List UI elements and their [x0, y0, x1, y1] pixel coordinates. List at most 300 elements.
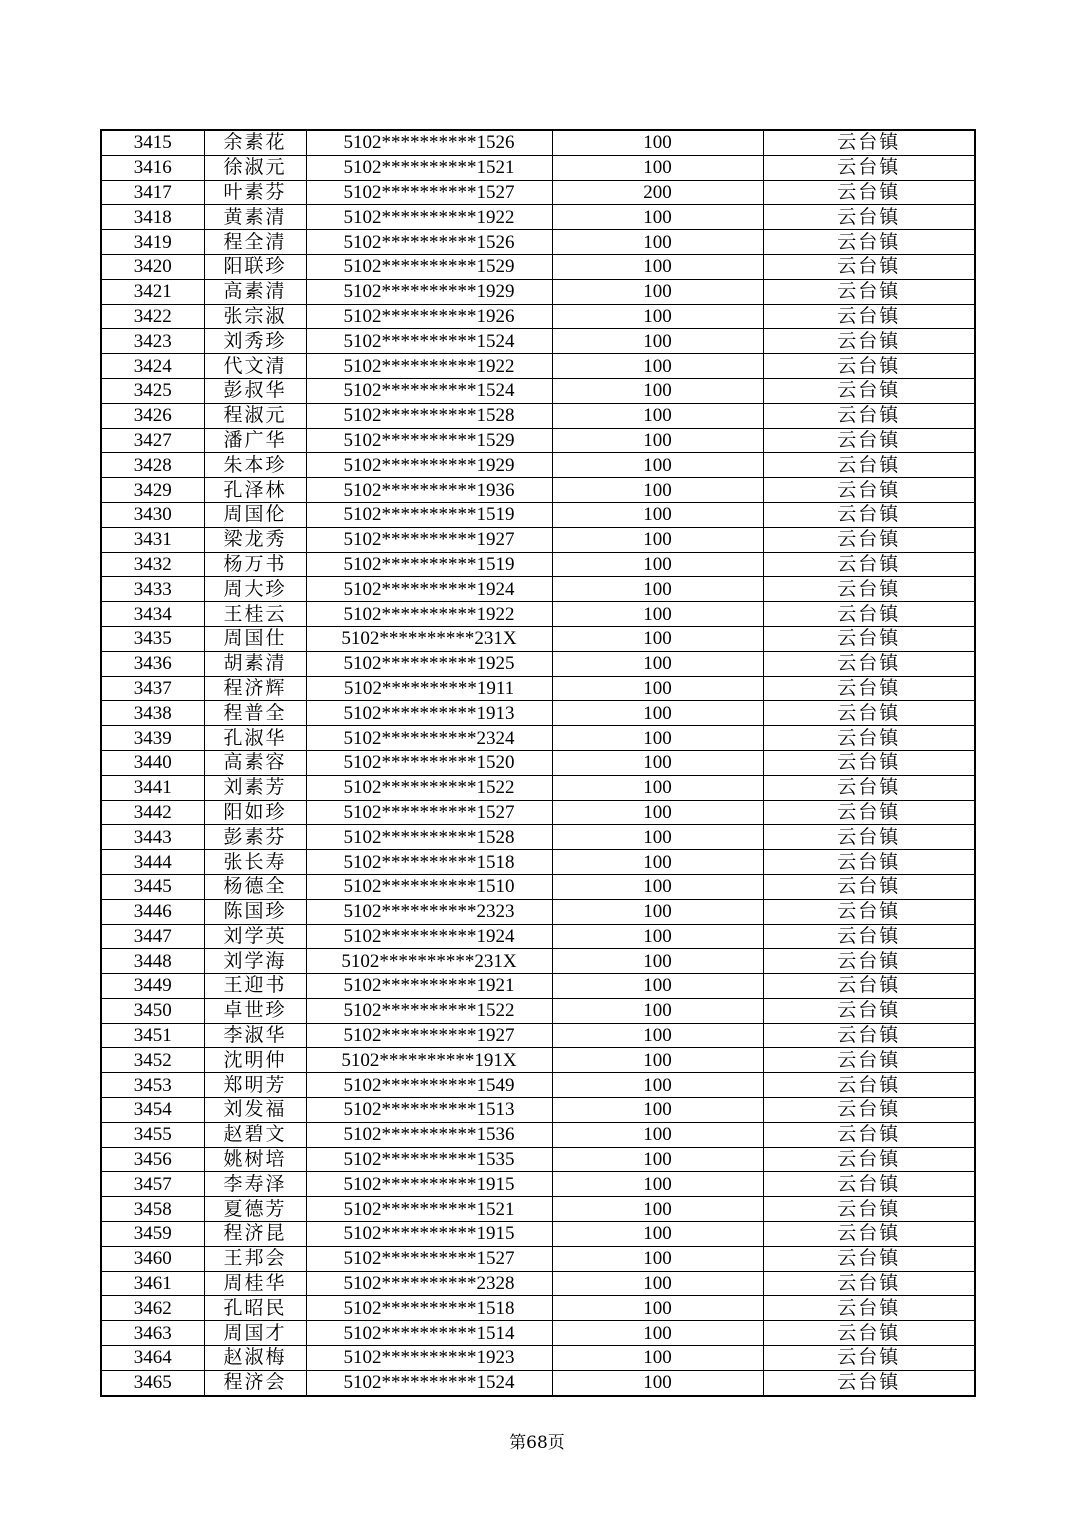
- serial-number-cell: 3416: [101, 155, 204, 180]
- id-number-cell: 5102**********2323: [306, 899, 552, 924]
- name-cell: 沈明仲: [204, 1048, 306, 1073]
- name-cell: 赵碧文: [204, 1122, 306, 1147]
- table-row: [101, 1197, 975, 1222]
- town-cell: 云台镇: [763, 230, 975, 255]
- table-row: [101, 453, 975, 478]
- amount-cell: 100: [552, 1346, 763, 1371]
- id-number-cell: 5102**********1915: [306, 1222, 552, 1247]
- amount-cell: 100: [552, 155, 763, 180]
- amount-cell: 100: [552, 428, 763, 453]
- town-cell: 云台镇: [763, 155, 975, 180]
- id-number-cell: 5102**********1513: [306, 1098, 552, 1123]
- amount-cell: 100: [552, 1048, 763, 1073]
- name-cell: 余素花: [204, 130, 306, 155]
- serial-number-cell: 3453: [101, 1073, 204, 1098]
- id-number-cell: 5102**********1911: [306, 676, 552, 701]
- id-number-cell: 5102**********1929: [306, 453, 552, 478]
- amount-cell: 100: [552, 1023, 763, 1048]
- id-number-cell: 5102**********1527: [306, 1246, 552, 1271]
- town-cell: 云台镇: [763, 130, 975, 155]
- name-cell: 张宗淑: [204, 304, 306, 329]
- id-number-cell: 5102**********1924: [306, 577, 552, 602]
- table-row: [101, 205, 975, 230]
- town-cell: 云台镇: [763, 949, 975, 974]
- table-row: [101, 329, 975, 354]
- town-cell: 云台镇: [763, 1023, 975, 1048]
- name-cell: 程济辉: [204, 676, 306, 701]
- name-cell: 王桂云: [204, 602, 306, 627]
- id-number-cell: 5102**********1527: [306, 800, 552, 825]
- serial-number-cell: 3415: [101, 130, 204, 155]
- town-cell: 云台镇: [763, 750, 975, 775]
- serial-number-cell: 3463: [101, 1321, 204, 1346]
- table-row: [101, 279, 975, 304]
- table-row: [101, 378, 975, 403]
- amount-cell: 100: [552, 453, 763, 478]
- town-cell: 云台镇: [763, 428, 975, 453]
- id-number-cell: 5102**********1926: [306, 304, 552, 329]
- id-number-cell: 5102**********1922: [306, 205, 552, 230]
- amount-cell: 100: [552, 205, 763, 230]
- town-cell: 云台镇: [763, 1370, 975, 1395]
- town-cell: 云台镇: [763, 899, 975, 924]
- town-cell: 云台镇: [763, 924, 975, 949]
- table-row: [101, 651, 975, 676]
- serial-number-cell: 3430: [101, 502, 204, 527]
- serial-number-cell: 3460: [101, 1246, 204, 1271]
- name-cell: 刘秀珍: [204, 329, 306, 354]
- town-cell: 云台镇: [763, 180, 975, 205]
- name-cell: 黄素清: [204, 205, 306, 230]
- amount-cell: 100: [552, 1122, 763, 1147]
- town-cell: 云台镇: [763, 1321, 975, 1346]
- town-cell: 云台镇: [763, 254, 975, 279]
- id-number-cell: 5102**********1524: [306, 1370, 552, 1395]
- amount-cell: 100: [552, 651, 763, 676]
- table-row: [101, 502, 975, 527]
- id-number-cell: 5102**********1521: [306, 155, 552, 180]
- name-cell: 姚树培: [204, 1147, 306, 1172]
- name-cell: 杨万书: [204, 552, 306, 577]
- amount-cell: 100: [552, 1172, 763, 1197]
- id-number-cell: 5102**********231X: [306, 949, 552, 974]
- town-cell: 云台镇: [763, 1271, 975, 1296]
- town-cell: 云台镇: [763, 279, 975, 304]
- town-cell: 云台镇: [763, 825, 975, 850]
- amount-cell: 100: [552, 502, 763, 527]
- serial-number-cell: 3434: [101, 602, 204, 627]
- amount-cell: 100: [552, 1246, 763, 1271]
- amount-cell: 100: [552, 924, 763, 949]
- name-cell: 刘素芳: [204, 775, 306, 800]
- amount-cell: 100: [552, 230, 763, 255]
- name-cell: 周国仕: [204, 626, 306, 651]
- table-row: [101, 998, 975, 1023]
- amount-cell: 100: [552, 800, 763, 825]
- table-row: [101, 874, 975, 899]
- serial-number-cell: 3442: [101, 800, 204, 825]
- name-cell: 彭素芬: [204, 825, 306, 850]
- amount-cell: 100: [552, 899, 763, 924]
- serial-number-cell: 3440: [101, 750, 204, 775]
- table-row: [101, 676, 975, 701]
- serial-number-cell: 3418: [101, 205, 204, 230]
- serial-number-cell: 3426: [101, 403, 204, 428]
- serial-number-cell: 3450: [101, 998, 204, 1023]
- table-row: [101, 230, 975, 255]
- serial-number-cell: 3452: [101, 1048, 204, 1073]
- table-row: [101, 254, 975, 279]
- serial-number-cell: 3433: [101, 577, 204, 602]
- table-row: [101, 626, 975, 651]
- name-cell: 程济昆: [204, 1222, 306, 1247]
- amount-cell: 100: [552, 130, 763, 155]
- amount-cell: 200: [552, 180, 763, 205]
- name-cell: 程普全: [204, 701, 306, 726]
- name-cell: 王邦会: [204, 1246, 306, 1271]
- serial-number-cell: 3451: [101, 1023, 204, 1048]
- serial-number-cell: 3423: [101, 329, 204, 354]
- name-cell: 孔淑华: [204, 726, 306, 751]
- table-row: [101, 825, 975, 850]
- id-number-cell: 5102**********1536: [306, 1122, 552, 1147]
- serial-number-cell: 3444: [101, 850, 204, 875]
- town-cell: 云台镇: [763, 304, 975, 329]
- town-cell: 云台镇: [763, 453, 975, 478]
- amount-cell: 100: [552, 304, 763, 329]
- name-cell: 郑明芳: [204, 1073, 306, 1098]
- town-cell: 云台镇: [763, 701, 975, 726]
- serial-number-cell: 3424: [101, 354, 204, 379]
- table-row: [101, 949, 975, 974]
- serial-number-cell: 3420: [101, 254, 204, 279]
- name-cell: 杨德全: [204, 874, 306, 899]
- table-row: [101, 1098, 975, 1123]
- table-row: [101, 428, 975, 453]
- amount-cell: 100: [552, 329, 763, 354]
- serial-number-cell: 3462: [101, 1296, 204, 1321]
- table-row: [101, 1346, 975, 1371]
- serial-number-cell: 3454: [101, 1098, 204, 1123]
- amount-cell: 100: [552, 378, 763, 403]
- name-cell: 孔泽林: [204, 478, 306, 503]
- table-row: [101, 924, 975, 949]
- table-row: [101, 354, 975, 379]
- serial-number-cell: 3429: [101, 478, 204, 503]
- serial-number-cell: 3461: [101, 1271, 204, 1296]
- table-row: [101, 1172, 975, 1197]
- name-cell: 潘广华: [204, 428, 306, 453]
- table-row: [101, 403, 975, 428]
- id-number-cell: 5102**********231X: [306, 626, 552, 651]
- table-row: [101, 899, 975, 924]
- serial-number-cell: 3447: [101, 924, 204, 949]
- table-row: [101, 1048, 975, 1073]
- amount-cell: 100: [552, 577, 763, 602]
- table-row: [101, 155, 975, 180]
- serial-number-cell: 3422: [101, 304, 204, 329]
- serial-number-cell: 3459: [101, 1222, 204, 1247]
- records-table-body: [101, 130, 975, 1396]
- town-cell: 云台镇: [763, 1172, 975, 1197]
- serial-number-cell: 3419: [101, 230, 204, 255]
- id-number-cell: 5102**********2328: [306, 1271, 552, 1296]
- id-number-cell: 5102**********1549: [306, 1073, 552, 1098]
- name-cell: 阳如珍: [204, 800, 306, 825]
- table-row: [101, 1147, 975, 1172]
- serial-number-cell: 3445: [101, 874, 204, 899]
- town-cell: 云台镇: [763, 800, 975, 825]
- page-number: 第68页: [509, 1433, 565, 1453]
- table-row: [101, 577, 975, 602]
- id-number-cell: 5102**********1529: [306, 428, 552, 453]
- table-row: [101, 304, 975, 329]
- serial-number-cell: 3464: [101, 1346, 204, 1371]
- serial-number-cell: 3417: [101, 180, 204, 205]
- serial-number-cell: 3448: [101, 949, 204, 974]
- name-cell: 李寿泽: [204, 1172, 306, 1197]
- name-cell: 胡素清: [204, 651, 306, 676]
- town-cell: 云台镇: [763, 502, 975, 527]
- name-cell: 刘发福: [204, 1098, 306, 1123]
- town-cell: 云台镇: [763, 602, 975, 627]
- id-number-cell: 5102**********1924: [306, 924, 552, 949]
- amount-cell: 100: [552, 1321, 763, 1346]
- name-cell: 刘学海: [204, 949, 306, 974]
- table-row: [101, 1222, 975, 1247]
- town-cell: 云台镇: [763, 726, 975, 751]
- amount-cell: 100: [552, 1370, 763, 1395]
- id-number-cell: 5102**********1524: [306, 378, 552, 403]
- serial-number-cell: 3441: [101, 775, 204, 800]
- amount-cell: 100: [552, 1197, 763, 1222]
- town-cell: 云台镇: [763, 775, 975, 800]
- id-number-cell: 5102**********1528: [306, 825, 552, 850]
- name-cell: 夏德芳: [204, 1197, 306, 1222]
- serial-number-cell: 3437: [101, 676, 204, 701]
- name-cell: 程淑元: [204, 403, 306, 428]
- town-cell: 云台镇: [763, 1098, 975, 1123]
- id-number-cell: 5102**********1518: [306, 850, 552, 875]
- town-cell: 云台镇: [763, 552, 975, 577]
- table-row: [101, 1271, 975, 1296]
- amount-cell: 100: [552, 726, 763, 751]
- serial-number-cell: 3438: [101, 701, 204, 726]
- town-cell: 云台镇: [763, 1222, 975, 1247]
- name-cell: 周国伦: [204, 502, 306, 527]
- name-cell: 刘学英: [204, 924, 306, 949]
- amount-cell: 100: [552, 701, 763, 726]
- id-number-cell: 5102**********2324: [306, 726, 552, 751]
- name-cell: 高素容: [204, 750, 306, 775]
- town-cell: 云台镇: [763, 626, 975, 651]
- id-number-cell: 5102**********1929: [306, 279, 552, 304]
- amount-cell: 100: [552, 254, 763, 279]
- table-row: [101, 527, 975, 552]
- serial-number-cell: 3458: [101, 1197, 204, 1222]
- id-number-cell: 5102**********1936: [306, 478, 552, 503]
- id-number-cell: 5102**********1535: [306, 1147, 552, 1172]
- serial-number-cell: 3425: [101, 378, 204, 403]
- table-row: [101, 1246, 975, 1271]
- id-number-cell: 5102**********1518: [306, 1296, 552, 1321]
- serial-number-cell: 3443: [101, 825, 204, 850]
- table-row: [101, 726, 975, 751]
- id-number-cell: 5102**********1510: [306, 874, 552, 899]
- amount-cell: 100: [552, 850, 763, 875]
- name-cell: 周国才: [204, 1321, 306, 1346]
- amount-cell: 100: [552, 974, 763, 999]
- name-cell: 卓世珍: [204, 998, 306, 1023]
- id-number-cell: 5102**********1915: [306, 1172, 552, 1197]
- town-cell: 云台镇: [763, 1122, 975, 1147]
- name-cell: 阳联珍: [204, 254, 306, 279]
- id-number-cell: 5102**********1521: [306, 1197, 552, 1222]
- town-cell: 云台镇: [763, 1296, 975, 1321]
- id-number-cell: 5102**********1526: [306, 130, 552, 155]
- amount-cell: 100: [552, 354, 763, 379]
- id-number-cell: 5102**********1922: [306, 602, 552, 627]
- table-row: [101, 1023, 975, 1048]
- town-cell: 云台镇: [763, 577, 975, 602]
- town-cell: 云台镇: [763, 1048, 975, 1073]
- id-number-cell: 5102**********1527: [306, 180, 552, 205]
- town-cell: 云台镇: [763, 403, 975, 428]
- town-cell: 云台镇: [763, 1246, 975, 1271]
- town-cell: 云台镇: [763, 329, 975, 354]
- id-number-cell: 5102**********1526: [306, 230, 552, 255]
- town-cell: 云台镇: [763, 354, 975, 379]
- town-cell: 云台镇: [763, 1073, 975, 1098]
- name-cell: 叶素芬: [204, 180, 306, 205]
- serial-number-cell: 3428: [101, 453, 204, 478]
- name-cell: 徐淑元: [204, 155, 306, 180]
- table-row: [101, 800, 975, 825]
- id-number-cell: 5102**********1522: [306, 998, 552, 1023]
- amount-cell: 100: [552, 552, 763, 577]
- table-row: [101, 602, 975, 627]
- amount-cell: 100: [552, 478, 763, 503]
- town-cell: 云台镇: [763, 651, 975, 676]
- id-number-cell: 5102**********1925: [306, 651, 552, 676]
- name-cell: 王迎书: [204, 974, 306, 999]
- serial-number-cell: 3432: [101, 552, 204, 577]
- amount-cell: 100: [552, 1147, 763, 1172]
- serial-number-cell: 3455: [101, 1122, 204, 1147]
- serial-number-cell: 3436: [101, 651, 204, 676]
- name-cell: 周桂华: [204, 1271, 306, 1296]
- table-row: [101, 478, 975, 503]
- serial-number-cell: 3431: [101, 527, 204, 552]
- name-cell: 孔昭民: [204, 1296, 306, 1321]
- amount-cell: 100: [552, 676, 763, 701]
- amount-cell: 100: [552, 1222, 763, 1247]
- amount-cell: 100: [552, 1296, 763, 1321]
- id-number-cell: 5102**********1519: [306, 502, 552, 527]
- table-row: [101, 1321, 975, 1346]
- amount-cell: 100: [552, 1271, 763, 1296]
- amount-cell: 100: [552, 998, 763, 1023]
- name-cell: 周大珍: [204, 577, 306, 602]
- id-number-cell: 5102**********1922: [306, 354, 552, 379]
- id-number-cell: 5102**********1921: [306, 974, 552, 999]
- name-cell: 张长寿: [204, 850, 306, 875]
- serial-number-cell: 3456: [101, 1147, 204, 1172]
- amount-cell: 100: [552, 602, 763, 627]
- table-row: [101, 1122, 975, 1147]
- town-cell: 云台镇: [763, 974, 975, 999]
- name-cell: 朱本珍: [204, 453, 306, 478]
- id-number-cell: 5102**********1927: [306, 527, 552, 552]
- town-cell: 云台镇: [763, 527, 975, 552]
- amount-cell: 100: [552, 949, 763, 974]
- id-number-cell: 5102**********191X: [306, 1048, 552, 1073]
- table-row: [101, 775, 975, 800]
- table-row: [101, 130, 975, 155]
- amount-cell: 100: [552, 775, 763, 800]
- serial-number-cell: 3446: [101, 899, 204, 924]
- name-cell: 高素清: [204, 279, 306, 304]
- table-row: [101, 750, 975, 775]
- town-cell: 云台镇: [763, 874, 975, 899]
- serial-number-cell: 3449: [101, 974, 204, 999]
- town-cell: 云台镇: [763, 998, 975, 1023]
- name-cell: 程全清: [204, 230, 306, 255]
- table-row: [101, 974, 975, 999]
- amount-cell: 100: [552, 825, 763, 850]
- id-number-cell: 5102**********1923: [306, 1346, 552, 1371]
- name-cell: 陈国珍: [204, 899, 306, 924]
- town-cell: 云台镇: [763, 378, 975, 403]
- name-cell: 李淑华: [204, 1023, 306, 1048]
- amount-cell: 100: [552, 874, 763, 899]
- name-cell: 梁龙秀: [204, 527, 306, 552]
- id-number-cell: 5102**********1519: [306, 552, 552, 577]
- id-number-cell: 5102**********1528: [306, 403, 552, 428]
- serial-number-cell: 3427: [101, 428, 204, 453]
- table-row: [101, 1370, 975, 1395]
- table-row: [101, 1073, 975, 1098]
- id-number-cell: 5102**********1514: [306, 1321, 552, 1346]
- id-number-cell: 5102**********1524: [306, 329, 552, 354]
- table-row: [101, 1296, 975, 1321]
- town-cell: 云台镇: [763, 478, 975, 503]
- serial-number-cell: 3439: [101, 726, 204, 751]
- serial-number-cell: 3435: [101, 626, 204, 651]
- amount-cell: 100: [552, 279, 763, 304]
- amount-cell: 100: [552, 403, 763, 428]
- town-cell: 云台镇: [763, 1147, 975, 1172]
- id-number-cell: 5102**********1529: [306, 254, 552, 279]
- records-table: [100, 129, 976, 1397]
- id-number-cell: 5102**********1520: [306, 750, 552, 775]
- town-cell: 云台镇: [763, 1346, 975, 1371]
- amount-cell: 100: [552, 1073, 763, 1098]
- table-row: [101, 180, 975, 205]
- town-cell: 云台镇: [763, 205, 975, 230]
- name-cell: 彭叔华: [204, 378, 306, 403]
- id-number-cell: 5102**********1913: [306, 701, 552, 726]
- name-cell: 代文清: [204, 354, 306, 379]
- amount-cell: 100: [552, 527, 763, 552]
- name-cell: 程济会: [204, 1370, 306, 1395]
- serial-number-cell: 3421: [101, 279, 204, 304]
- name-cell: 赵淑梅: [204, 1346, 306, 1371]
- serial-number-cell: 3457: [101, 1172, 204, 1197]
- amount-cell: 100: [552, 626, 763, 651]
- serial-number-cell: 3465: [101, 1370, 204, 1395]
- id-number-cell: 5102**********1927: [306, 1023, 552, 1048]
